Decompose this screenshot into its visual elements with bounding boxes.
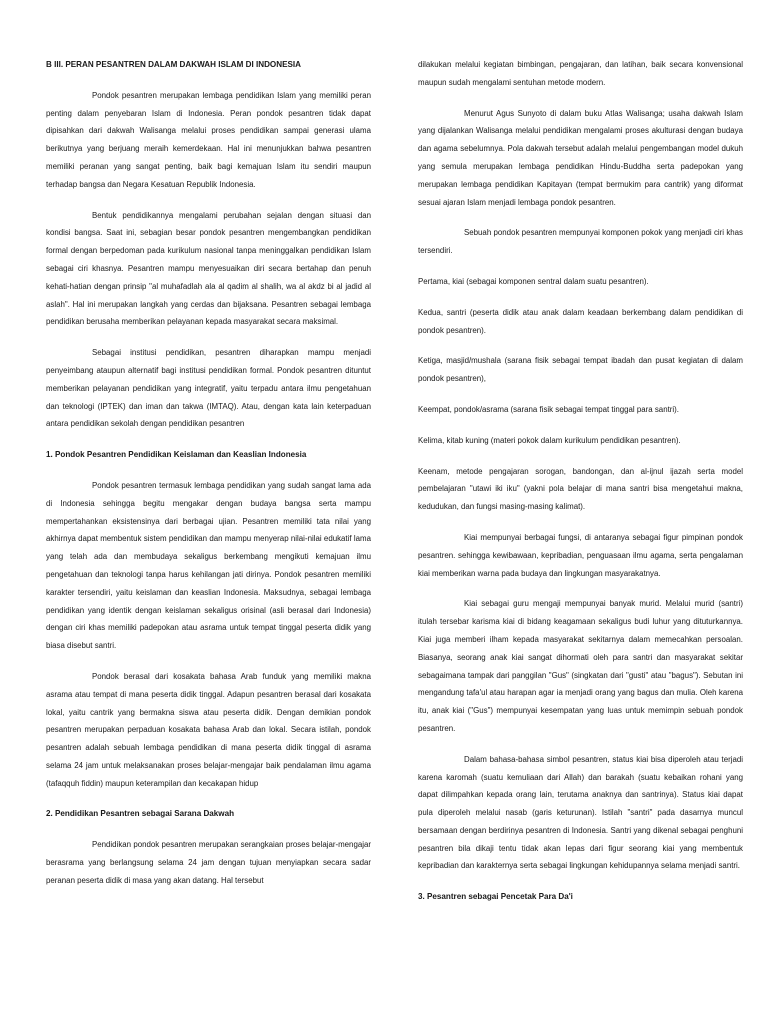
list-item-metode: Keenam, metode pengajaran sorogan, bandongan, dan al-ijnul ijazah serta model pembelajaran "utawi iki iku" (yakni pola belajar di mana santri bisa mengetahui makna, kedudukan, dan fungsi masing-masing kalimat). — [418, 466, 743, 512]
paragraph: Pondok pesantren termasuk lembaga pendidikan yang sudah sangat lama ada di Indonesia sehingga begitu mengakar dengan budaya bangsa serta mampu mempertahankan eksistensinya dari berbagai ujian. Pesantren memiliki tata nilai yang akhirnya dapat membentuk sistem pendidikan dan mampu menyerap nilai-nilai edukatif lama yang telah ada dan membudaya sekaligus berkembang mengikuti kemajuan ilmu pengetahuan dan teknologi tanpa harus kehilangan jati dirinya. Pondok pesantren memiliki karakter tersendiri, yaitu keislaman dan keaslian Indonesia. Maksudnya, sebagai lembaga pendidikan yang identik dengan keislaman sekaligus orisinal (asli berasal dari Indonesia) dengan ciri khas memiliki padepokan atau asrama untuk tempat tinggal peserta didik yang biasa disebut santri. — [46, 480, 371, 651]
paragraph: dilakukan melalui kegiatan bimbingan, pengajaran, dan latihan, baik secara konvensional maupun sudah mengalami sentuhan metode modern. — [418, 60, 743, 87]
section-heading-2: 2. Pendidikan Pesantren sebagai Sarana Dakwah — [46, 809, 235, 819]
list-item-kitab: Kelima, kitab kuning (materi pokok dalam kurikulum pendidikan pesantren). — [418, 435, 681, 445]
paragraph: Menurut Agus Sunyoto di dalam buku Atlas Walisanga; usaha dakwah Islam yang dijalankan Walisanga melalui pendidikan mengalami proses akulturasi dengan budaya dan agama sebelumnya. Pola dakwah tersebut adalah melalui pengembangan model dukuh yang semula merupakan lembaga pendidikan Hindu-Buddha serta padepokan yang merupakan lembaga pendidikan Kapitayan (tempat bermukim para cantrik) yang diformat sesuai ajaran Islam menjadi lembaga pondok pesantren. — [418, 108, 743, 207]
list-item-pondok: Keempat, pondok/asrama (sarana fisik sebagai tempat tinggal para santri). — [418, 404, 679, 414]
paragraph: Pendidikan pondok pesantren merupakan serangkaian proses belajar-mengajar berasrama yang berlangsung selama 24 jam dengan tujuan menyiapkan secara sadar peranan peserta didik di masa yang akan datang. Hal tersebut — [46, 840, 371, 885]
right-column — [418, 56, 743, 919]
paragraph: Pondok berasal dari kosakata bahasa Arab funduk yang memiliki makna asrama atau tempat di mana peserta didik tinggal. Adapun pesantren berasal dari kosakata lokal, yaitu cantrik yang bermakna siswa atau peserta didik. Dengan demikian pondok pesantren merupakan perpaduan kosakata bahasa Arab dan lokal. Secara istilah, pondok pesantren adalah sebuah lembaga pendidikan di mana peserta didik tinggal di asrama selama 24 jam untuk melaksanakan proses belajar-mengajar baik pendalaman ilmu agama (tafaqquh fiddin) maupun keterampilan dan kecakapan hidup — [46, 671, 371, 788]
list-item-santri: Kedua, santri (peserta didik atau anak dalam keadaan berkembang dalam pendidikan di pondok pesantren). — [418, 307, 743, 335]
chapter-title: B III. PERAN PESANTREN DALAM DAKWAH ISLAM DI INDONESIA — [46, 60, 301, 69]
list-item-kiai: Pertama, kiai (sebagai komponen sentral dalam suatu pesantren). — [418, 276, 649, 286]
paragraph: Pondok pesantren merupakan lembaga pendidikan Islam yang memiliki peran penting dalam penyebaran Islam di Indonesia. Peran pondok pesantren tidak dapat dipisahkan dari dakwah Walisanga melalui proses pendidikan sampai generasi ulama berikutnya yang berjuang meraih kemerdekaan. Hal ini menunjukkan bahwa pesantren memiliki peranan yang sangat penting, baik bagi kemajuan Islam itu sendiri maupun terhadap bangsa dan Negara Kesatuan Republik Indonesia. — [46, 90, 371, 189]
paragraph: Dalam bahasa-bahasa simbol pesantren, status kiai bisa diperoleh atau terjadi karena karomah (suatu kemuliaan dari Allah) dan barakah (suatu kebaikan rohani yang dapat dilimpahkan kepada orang lain, terutama anaknya dan santrinya). Status kiai dapat pula diperoleh melalui nasab (garis keturunan). Istilah "santri" pada dasarnya muncul bersamaan dengan berdirinya pesantren di Indonesia. Santri yang dikenal sebagai penghuni pesantren bila dikaji tentu tidak akan lepas dari figur seorang kiai yang membentuk kepribadian dan karakternya serta sebagai lingkungan kehidupannya selama menjadi santri. — [418, 754, 743, 871]
section-heading-1: 1. Pondok Pesantren Pendidikan Keislaman dan Keaslian Indonesia — [46, 450, 307, 460]
paragraph: Sebagai institusi pendidikan, pesantren diharapkan mampu menjadi penyeimbang ataupun alternatif bagi institusi pendidikan formal. Pondok pesantren dituntut memberikan pelayanan pendidikan yang integratif, yaitu terpadu antara ilmu pengetahuan dan teknologi (IPTEK) dan iman dan takwa (IMTAQ). Atau, dengan kata lain keterpaduan antara pendidikan sekolah dengan pendidikan pesantren — [46, 348, 371, 429]
paragraph: Sebuah pondok pesantren mempunyai komponen pokok yang menjadi ciri khas tersendiri. — [418, 228, 743, 256]
paragraph: Bentuk pendidikannya mengalami perubahan sejalan dengan situasi dan kondisi bangsa. Saat ini, sebagian besar pondok pesantren mengembangkan pendidikan formal dengan berpedoman pada kurikulum nasional tanpa meninggalkan pendidikan Islam sebagai ciri khasnya. Pesantren mampu menyesuaikan diri secara bertahap dan penuh kehati-hatian dengan prinsip "al muhafadlah ala al qadim al shalih, wa al akdz bi al jadid al aslah". Hal ini merupakan langkah yang cerdas dan bijaksana. Pesantren sebagai lembaga pendidikan berusaha memberikan pelayanan kepada masyarakat secara maksimal. — [46, 210, 371, 327]
left-column — [46, 56, 371, 903]
section-heading-3: 3. Pesantren sebagai Pencetak Para Da'i — [418, 892, 573, 902]
paragraph: Kiai mempunyai berbagai fungsi, di antaranya sebagai figur pimpinan pondok pesantren. sehingga kewibawaan, kepribadian, penguasaan ilmu agama, serta pengalaman kiai memberikan warna pada budaya dan lingkungan masyarakatnya. — [418, 532, 743, 578]
list-item-masjid: Ketiga, masjid/mushala (sarana fisik sebagai tempat ibadah dan pusat kegiatan di dalam pondok pesantren), — [418, 356, 743, 384]
paragraph: Kiai sebagai guru mengaji mempunyai banyak murid. Melalui murid (santri) itulah tersebar karisma kiai di bidang keagamaan sekaligus budi luhur yang dituturkannya. Kiai juga memberi ilham kepada masyarakat sekitarnya dalam memecahkan persoalan. Biasanya, seorang anak kiai sangat dihormati oleh para santri dan masyarakat sekitar sebagaimana tampak dari panggilan "Gus" (singkatan dari "gusti" atau "bagus"). Sebutan ini mengandung tafa'ul atau harapan agar ia menjadi orang yang bagus dan mulia. Oleh karena itu, anak kiai ("Gus") mempunyai kesempatan yang luas untuk memimpin sebuah pondok pesantren. — [418, 599, 743, 733]
